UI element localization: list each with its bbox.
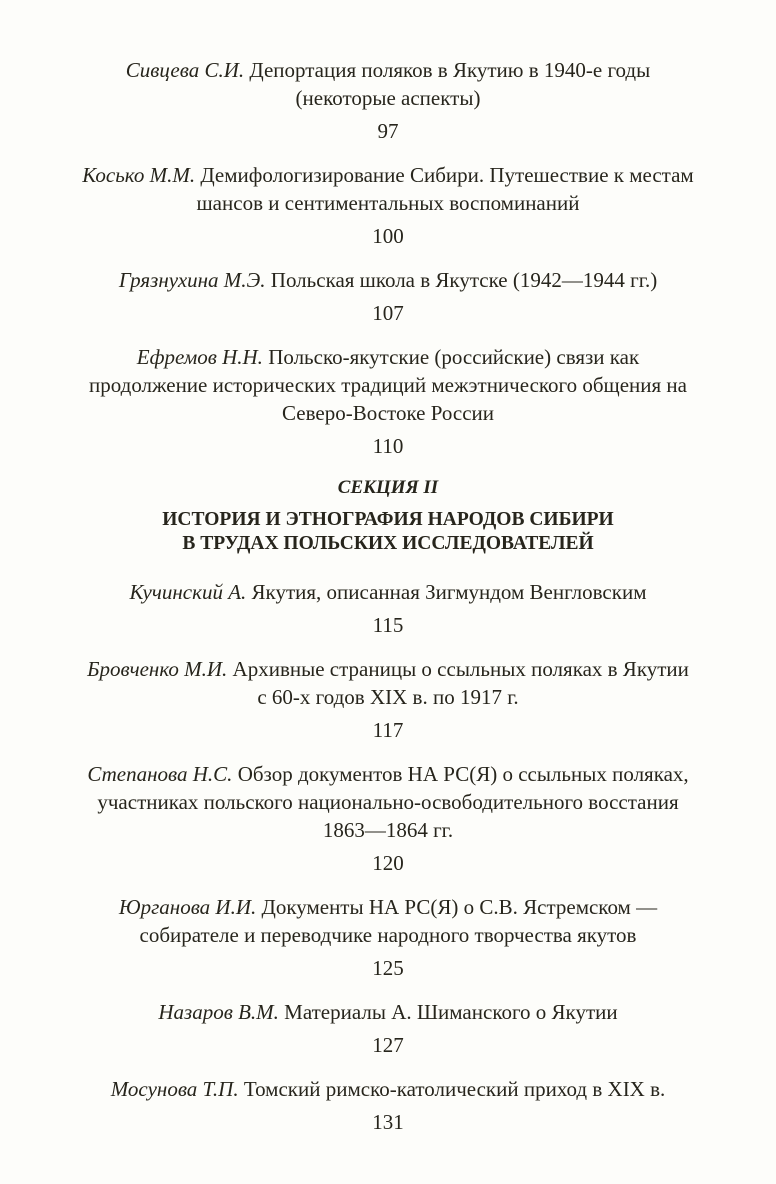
toc-entry [48,343,728,456]
entry-title: Обзор документов НА РС(Я) о ссыльных поляках, [237,762,689,786]
entry-title-continuation: (некоторые аспекты) [295,86,481,110]
entry-author: Мосунова Т.П. [110,1077,239,1101]
entry-line [48,788,728,816]
entry-line [48,655,728,683]
entry-title: Демифологизирование Сибири. Путешествие к местам [200,163,694,187]
section-title-line: В ТРУДАХ ПОЛЬСКИХ ИССЛЕДОВАТЕЛЕЙ [182,533,594,554]
entry-author: Косько М.М. [82,163,196,187]
toc-entry [48,760,728,873]
entry-page-number: 115 [372,613,404,637]
toc-entry [48,266,728,323]
entry-page-number: 120 [372,851,404,875]
entry-title-continuation: с 60-х годов XIX в. по 1917 г. [257,685,519,709]
entry-line [48,343,728,371]
section-title [48,508,728,556]
entry-line [48,371,728,399]
entry-page-number: 131 [372,1110,404,1134]
entry-title: Томский римско-католический приход в XIX в. [243,1077,666,1101]
toc-entry [48,161,728,246]
entry-line [48,399,728,427]
entry-line [48,683,728,711]
toc-entry [48,998,728,1055]
toc-entry [48,1075,728,1132]
entry-page-number: 127 [372,1033,404,1057]
entry-author: Грязнухина М.Э. [118,268,266,292]
entry-author: Бровченко М.И. [87,657,228,681]
entry-page-number: 125 [372,956,404,980]
entry-line [48,998,728,1026]
entry-title-continuation: шансов и сентиментальных воспоминаний [196,191,580,215]
entry-line [48,266,728,294]
entry-line [48,161,728,189]
toc-entry [48,655,728,740]
entry-line [48,189,728,217]
entry-page-number: 100 [372,224,404,248]
entry-author: Юрганова И.И. [118,895,257,919]
entry-title: Депортация поляков в Якутию в 1940-е годы [249,58,651,82]
section-heading [48,476,728,556]
entry-author: Сивцева С.И. [125,58,245,82]
entry-line [48,1075,728,1103]
entry-title: Материалы А. Шиманского о Якутии [284,1000,618,1024]
entry-author: Назаров В.М. [158,1000,279,1024]
toc-entry [48,893,728,978]
entry-title-continuation: Северо-Востоке России [282,401,494,425]
toc-entry [48,56,728,141]
entry-title-continuation: участниках польского национально-освободительного восстания [97,790,679,814]
entry-line [48,578,728,606]
entry-title: Польско-якутские (российские) связи как [268,345,640,369]
entry-line [48,760,728,788]
entry-line [48,84,728,112]
entry-author: Кучинский А. [129,580,247,604]
section-kicker: СЕКЦИЯ II [337,477,439,498]
entry-author: Ефремов Н.Н. [136,345,263,369]
entry-title: Якутия, описанная Зигмундом Венгловским [251,580,647,604]
entry-page-number: 97 [377,119,399,143]
entry-title: Архивные страницы о ссыльных поляках в Якутии [232,657,689,681]
entry-title: Польская школа в Якутске (1942—1944 гг.) [270,268,658,292]
entry-page-number: 117 [372,718,404,742]
entry-line [48,816,728,844]
entry-line [48,893,728,921]
entry-title: Документы НА РС(Я) о С.В. Ястремском — [261,895,658,919]
entry-page-number: 110 [372,434,404,458]
entry-title-continuation: собирателе и переводчике народного творчества якутов [139,923,637,947]
entry-title-continuation: продолжение исторических традиций межэтнического общения на [89,373,687,397]
entry-line [48,56,728,84]
section-title-line: ИСТОРИЯ И ЭТНОГРАФИЯ НАРОДОВ СИБИРИ [162,509,614,530]
entry-title-continuation: 1863—1864 гг. [322,818,454,842]
entry-line [48,921,728,949]
entry-author: Степанова Н.С. [87,762,233,786]
entry-page-number: 107 [372,301,404,325]
toc-entry [48,578,728,635]
